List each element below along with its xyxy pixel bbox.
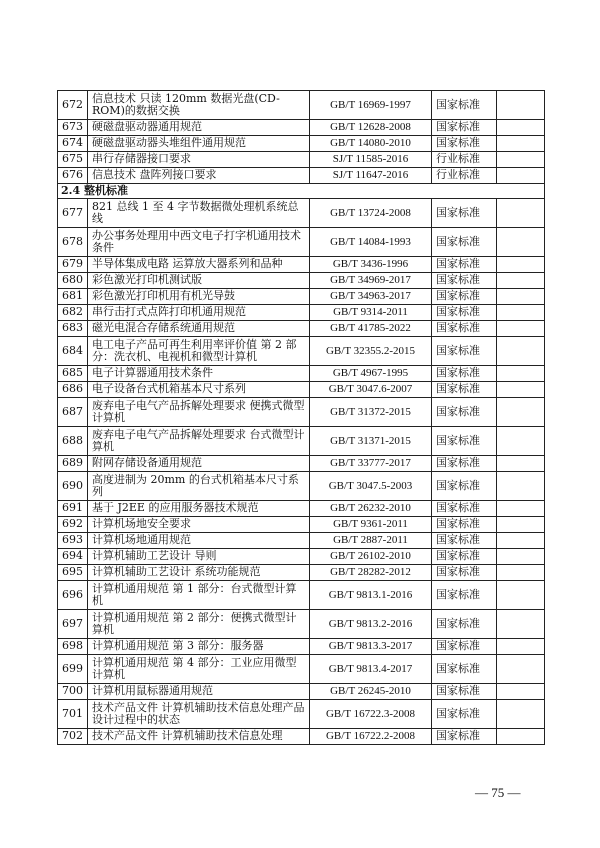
standard-type: 行业标准: [432, 152, 497, 168]
table-row: [58, 91, 545, 120]
table-row: [58, 337, 545, 366]
standard-code: GB/T 9361-2011: [310, 517, 432, 533]
table-row: [58, 199, 545, 228]
remark-cell: [497, 321, 545, 337]
standard-name: 办公事务处理用中西文电子打字机通用技术条件: [88, 228, 310, 257]
remark-cell: [497, 168, 545, 184]
standard-type: 国家标准: [432, 655, 497, 684]
standard-code: GB/T 16722.2-2008: [310, 729, 432, 745]
table-row: [58, 168, 545, 184]
standard-name: 废弃电子电气产品拆解处理要求 台式微型计算机: [88, 427, 310, 456]
table-row: [58, 321, 545, 337]
row-number: 701: [58, 700, 88, 729]
row-number: 687: [58, 398, 88, 427]
standard-type: 国家标准: [432, 517, 497, 533]
table-row: [58, 533, 545, 549]
table-row: [58, 366, 545, 382]
table-row: [58, 581, 545, 610]
remark-cell: [497, 565, 545, 581]
standard-name: 计算机通用规范 第 2 部分：便携式微型计算机: [88, 610, 310, 639]
table-row: [58, 549, 545, 565]
standard-code: GB/T 4967-1995: [310, 366, 432, 382]
standard-name: 彩色激光打印机测试版: [88, 273, 310, 289]
standard-type: 国家标准: [432, 533, 497, 549]
standard-code: GB/T 3047.6-2007: [310, 382, 432, 398]
standard-type: 国家标准: [432, 501, 497, 517]
row-number: 683: [58, 321, 88, 337]
standard-type: 国家标准: [432, 382, 497, 398]
remark-cell: [497, 517, 545, 533]
row-number: 691: [58, 501, 88, 517]
standard-type: 国家标准: [432, 427, 497, 456]
row-number: 672: [58, 91, 88, 120]
standard-code: GB/T 41785-2022: [310, 321, 432, 337]
standard-name: 计算机通用规范 第 3 部分：服务器: [88, 639, 310, 655]
standard-name: 技术产品文件 计算机辅助技术信息处理: [88, 729, 310, 745]
standard-code: GB/T 31371-2015: [310, 427, 432, 456]
row-number: 692: [58, 517, 88, 533]
standard-name: 串行击打式点阵打印机通用规范: [88, 305, 310, 321]
standard-type: 国家标准: [432, 684, 497, 700]
row-number: 696: [58, 581, 88, 610]
remark-cell: [497, 655, 545, 684]
standard-name: 彩色激光打印机用有机光导鼓: [88, 289, 310, 305]
standard-code: GB/T 34963-2017: [310, 289, 432, 305]
table-row: [58, 639, 545, 655]
remark-cell: [497, 549, 545, 565]
remark-cell: [497, 398, 545, 427]
standard-code: GB/T 28282-2012: [310, 565, 432, 581]
remark-cell: [497, 700, 545, 729]
standard-code: GB/T 26102-2010: [310, 549, 432, 565]
table-row: [58, 517, 545, 533]
standard-name: 计算机通用规范 第 1 部分：台式微型计算机: [88, 581, 310, 610]
row-number: 678: [58, 228, 88, 257]
remark-cell: [497, 136, 545, 152]
standard-code: GB/T 14080-2010: [310, 136, 432, 152]
standard-name: 电子设备台式机箱基本尺寸系列: [88, 382, 310, 398]
row-number: 695: [58, 565, 88, 581]
standard-name: 电工电子产品可再生利用率评价值 第 2 部分：洗衣机、电视机和微型计算机: [88, 337, 310, 366]
standard-name: 磁光电混合存储系统通用规范: [88, 321, 310, 337]
standard-type: 国家标准: [432, 581, 497, 610]
row-number: 700: [58, 684, 88, 700]
standard-name: 基于 J2EE 的应用服务器技术规范: [88, 501, 310, 517]
standard-name: 电子计算器通用技术条件: [88, 366, 310, 382]
standard-name: 计算机场地安全要求: [88, 517, 310, 533]
standard-code: GB/T 26245-2010: [310, 684, 432, 700]
standard-name: 计算机场地通用规范: [88, 533, 310, 549]
table-row: [58, 501, 545, 517]
standard-type: 国家标准: [432, 610, 497, 639]
standard-type: 国家标准: [432, 639, 497, 655]
standard-code: GB/T 32355.2-2015: [310, 337, 432, 366]
standard-type: 国家标准: [432, 136, 497, 152]
standard-code: GB/T 16722.3-2008: [310, 700, 432, 729]
standard-name: 高度进制为 20mm 的台式机箱基本尺寸系列: [88, 472, 310, 501]
remark-cell: [497, 305, 545, 321]
remark-cell: [497, 533, 545, 549]
standard-code: GB/T 14084-1993: [310, 228, 432, 257]
standard-type: 国家标准: [432, 273, 497, 289]
remark-cell: [497, 610, 545, 639]
row-number: 694: [58, 549, 88, 565]
standard-code: GB/T 34969-2017: [310, 273, 432, 289]
standard-name: 计算机辅助工艺设计 导则: [88, 549, 310, 565]
table-row: [58, 305, 545, 321]
table-row: [58, 289, 545, 305]
standard-type: 国家标准: [432, 729, 497, 745]
standard-type: 国家标准: [432, 257, 497, 273]
standard-type: 国家标准: [432, 549, 497, 565]
table-row: [58, 655, 545, 684]
remark-cell: [497, 427, 545, 456]
standard-name: 串行存储器接口要求: [88, 152, 310, 168]
table-row: [58, 382, 545, 398]
standard-code: GB/T 9813.4-2017: [310, 655, 432, 684]
row-number: 693: [58, 533, 88, 549]
standard-name: 硬磁盘驱动器通用规范: [88, 120, 310, 136]
standard-name: 技术产品文件 计算机辅助技术信息处理产品设计过程中的状态: [88, 700, 310, 729]
standard-type: 国家标准: [432, 321, 497, 337]
standard-type: 国家标准: [432, 456, 497, 472]
row-number: 675: [58, 152, 88, 168]
row-number: 697: [58, 610, 88, 639]
table-row: [58, 472, 545, 501]
remark-cell: [497, 382, 545, 398]
table-row: [58, 257, 545, 273]
standard-name: 计算机用鼠标器通用规范: [88, 684, 310, 700]
standard-type: 国家标准: [432, 398, 497, 427]
standard-type: 国家标准: [432, 289, 497, 305]
standard-type: 国家标准: [432, 228, 497, 257]
row-number: 686: [58, 382, 88, 398]
table-row: [58, 136, 545, 152]
table-row: [58, 700, 545, 729]
row-number: 702: [58, 729, 88, 745]
row-number: 673: [58, 120, 88, 136]
standard-name: 附网存储设备通用规范: [88, 456, 310, 472]
table-row: [58, 228, 545, 257]
remark-cell: [497, 581, 545, 610]
remark-cell: [497, 729, 545, 745]
page-number: — 75 —: [475, 785, 521, 800]
remark-cell: [497, 152, 545, 168]
table-row: [58, 729, 545, 745]
standard-name: 信息技术 只读 120mm 数据光盘(CD-ROM)的数据交换: [88, 91, 310, 120]
row-number: 674: [58, 136, 88, 152]
standard-type: 国家标准: [432, 565, 497, 581]
remark-cell: [497, 273, 545, 289]
remark-cell: [497, 366, 545, 382]
table-row: [58, 398, 545, 427]
standard-name: 半导体集成电路 运算放大器系列和品种: [88, 257, 310, 273]
section-heading: 2.4 整机标准: [58, 184, 545, 199]
remark-cell: [497, 120, 545, 136]
standard-name: 计算机通用规范 第 4 部分：工业应用微型计算机: [88, 655, 310, 684]
row-number: 681: [58, 289, 88, 305]
standard-code: SJ/T 11647-2016: [310, 168, 432, 184]
standard-code: GB/T 13724-2008: [310, 199, 432, 228]
standard-code: GB/T 16969-1997: [310, 91, 432, 120]
row-number: 698: [58, 639, 88, 655]
table-row: [58, 427, 545, 456]
standard-code: GB/T 9314-2011: [310, 305, 432, 321]
standard-code: GB/T 3436-1996: [310, 257, 432, 273]
row-number: 677: [58, 199, 88, 228]
remark-cell: [497, 456, 545, 472]
remark-cell: [497, 289, 545, 305]
row-number: 680: [58, 273, 88, 289]
row-number: 689: [58, 456, 88, 472]
standard-type: 国家标准: [432, 472, 497, 501]
table-row: [58, 684, 545, 700]
remark-cell: [497, 91, 545, 120]
standard-name: 废弃电子电气产品拆解处理要求 便携式微型计算机: [88, 398, 310, 427]
table-row: [58, 565, 545, 581]
row-number: 676: [58, 168, 88, 184]
standard-code: SJ/T 11585-2016: [310, 152, 432, 168]
table-row: [58, 120, 545, 136]
standard-type: 行业标准: [432, 168, 497, 184]
table-row: [58, 610, 545, 639]
remark-cell: [497, 228, 545, 257]
standard-type: 国家标准: [432, 91, 497, 120]
standard-code: GB/T 2887-2011: [310, 533, 432, 549]
remark-cell: [497, 337, 545, 366]
row-number: 690: [58, 472, 88, 501]
table-row: [58, 456, 545, 472]
standard-name: 821 总线 1 至 4 字节数据微处理机系统总线: [88, 199, 310, 228]
standard-type: 国家标准: [432, 366, 497, 382]
table-row: [58, 273, 545, 289]
standard-code: GB/T 31372-2015: [310, 398, 432, 427]
remark-cell: [497, 472, 545, 501]
remark-cell: [497, 684, 545, 700]
remark-cell: [497, 257, 545, 273]
table-row: [58, 152, 545, 168]
row-number: 684: [58, 337, 88, 366]
row-number: 685: [58, 366, 88, 382]
standard-name: 计算机辅助工艺设计 系统功能规范: [88, 565, 310, 581]
remark-cell: [497, 199, 545, 228]
standard-code: GB/T 3047.5-2003: [310, 472, 432, 501]
row-number: 699: [58, 655, 88, 684]
standard-code: GB/T 12628-2008: [310, 120, 432, 136]
standard-code: GB/T 9813.2-2016: [310, 610, 432, 639]
standard-type: 国家标准: [432, 199, 497, 228]
remark-cell: [497, 639, 545, 655]
row-number: 679: [58, 257, 88, 273]
row-number: 688: [58, 427, 88, 456]
standard-code: GB/T 26232-2010: [310, 501, 432, 517]
standard-type: 国家标准: [432, 120, 497, 136]
standard-code: GB/T 9813.1-2016: [310, 581, 432, 610]
standard-name: 信息技术 盘阵列接口要求: [88, 168, 310, 184]
remark-cell: [497, 501, 545, 517]
standards-table-body: [58, 91, 545, 745]
standard-type: 国家标准: [432, 337, 497, 366]
standards-table: [57, 90, 545, 745]
standard-name: 硬磁盘驱动器头堆组件通用规范: [88, 136, 310, 152]
standard-type: 国家标准: [432, 305, 497, 321]
standard-type: 国家标准: [432, 700, 497, 729]
standard-code: GB/T 33777-2017: [310, 456, 432, 472]
section-heading-row: [58, 184, 545, 199]
standard-code: GB/T 9813.3-2017: [310, 639, 432, 655]
row-number: 682: [58, 305, 88, 321]
